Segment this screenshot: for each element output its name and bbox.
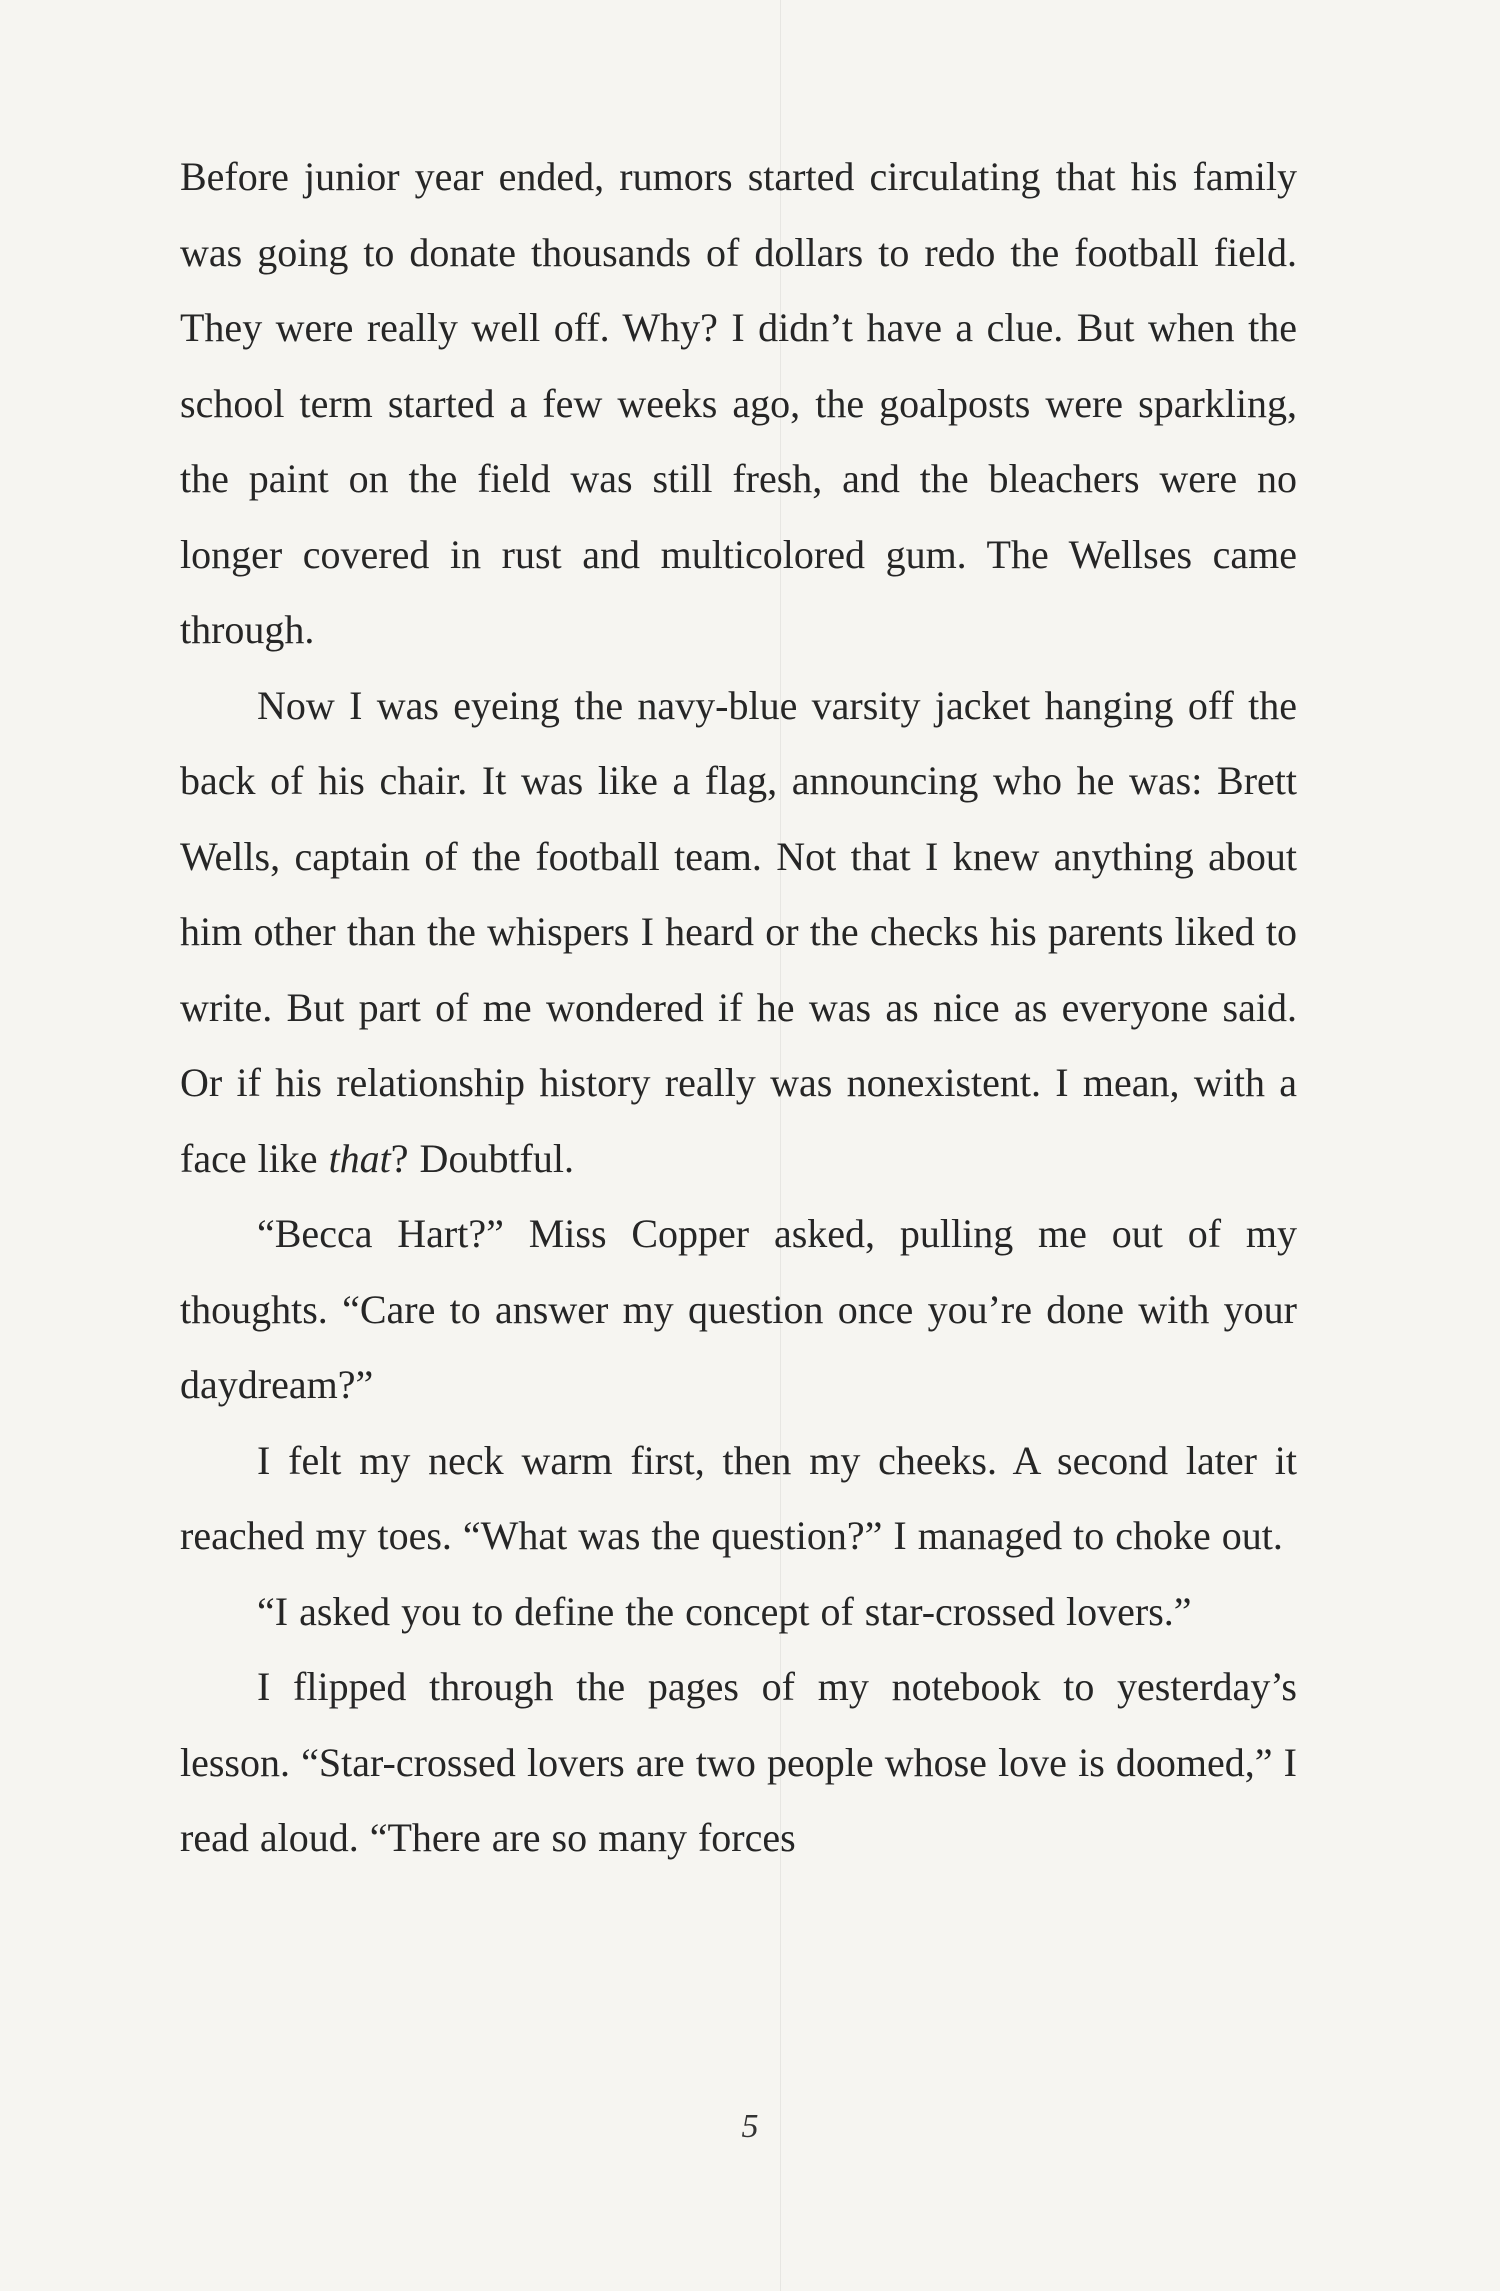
paragraph-1-text: Before junior year ended, rumors started circulating that his family was going to donate thousands of dollars to redo the football field. They were really well off. Why? I didn’t have a clue. But when the school term started a few weeks ago, the goalposts were sparkling, the paint on the field was still fresh, and the bleachers were no longer covered in rust and multicolored gum. The Wellses came through.	[180, 154, 1297, 652]
paragraph-2	[180, 668, 1297, 1197]
paragraph-3	[180, 1196, 1297, 1423]
body-text	[180, 139, 1297, 1876]
paragraph-6	[180, 1649, 1297, 1876]
paragraph-2-text-b: ? Doubtful.	[390, 1135, 574, 1181]
paragraph-5	[180, 1574, 1297, 1650]
paragraph-2-text-a: Now I was eyeing the navy-blue varsity jacket hanging off the back of his chair. It was like a flag, announcing who he was: Brett Wells, captain of the football team. Not that I knew anything about him other than the whispers I heard or the checks his parents liked to write. But part of me wondered if he was as nice as everyone said. Or if his relationship history really was nonexistent. I mean, with a face like	[180, 682, 1297, 1181]
paragraph-1	[180, 139, 1297, 668]
paragraph-3-text: “Becca Hart?” Miss Copper asked, pulling me out of my thoughts. “Care to answer my question once you’re done with your daydream?”	[180, 1211, 1297, 1407]
paragraph-2-emphasis: that	[328, 1135, 391, 1181]
paragraph-4-text: I felt my neck warm first, then my cheeks. A second later it reached my toes. “What was the question?” I managed to choke out.	[180, 1437, 1297, 1558]
page-number: 5	[741, 2108, 759, 2145]
paragraph-6-text: I flipped through the pages of my notebook to yesterday’s lesson. “Star-crossed lovers are two people whose love is doomed,” I read aloud. “There are so many forces	[180, 1664, 1297, 1860]
paragraph-5-text: “I asked you to define the concept of star-crossed lovers.”	[257, 1588, 1192, 1634]
paragraph-4	[180, 1423, 1297, 1574]
